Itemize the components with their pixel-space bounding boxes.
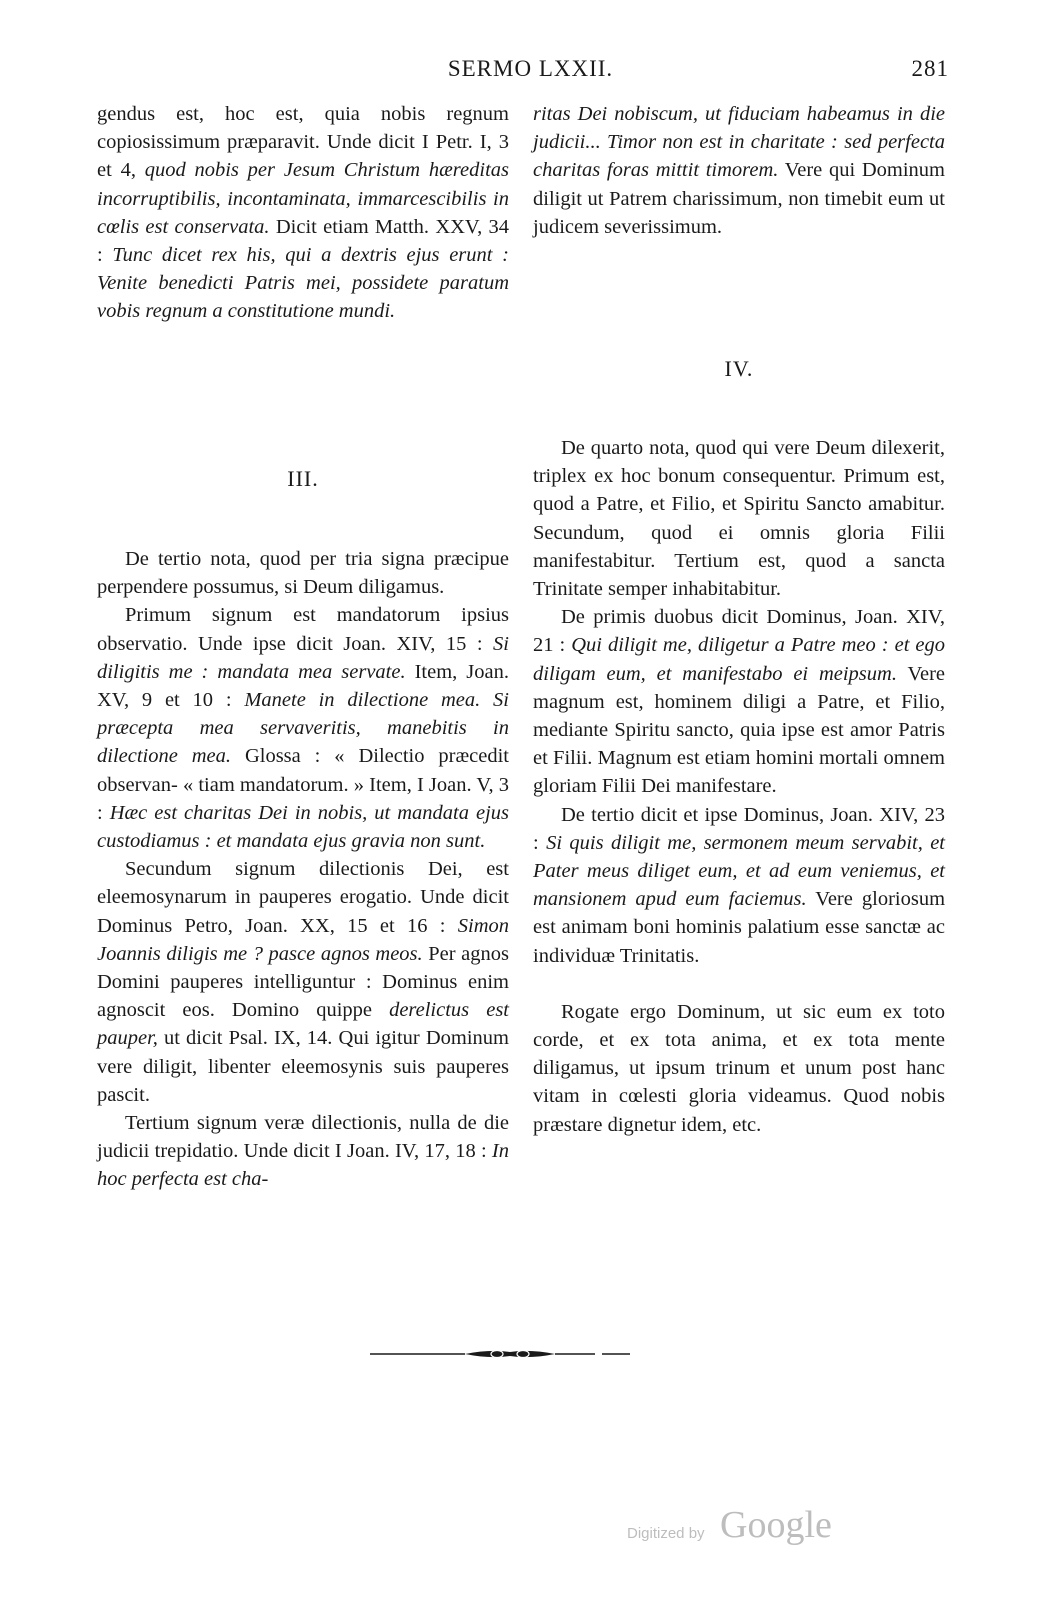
digitized-by-text: Digitized by [627, 1525, 705, 1542]
left-paragraph-5 [97, 1109, 509, 1194]
text-run: Per agnos Domini pauperes intelliguntur : Dominus enim agnoscit eos. Domino quippe [97, 942, 509, 1022]
italic-citation: Qui diligit me, diligetur a Patre meo : et ego diligam eum, et manifestabo ei meipsum. [533, 634, 945, 685]
italic-citation: Simon Joannis diligis me ? pasce agnos meos. [97, 914, 509, 965]
italic-citation: derelictus est pauper, [97, 999, 509, 1050]
right-paragraph-5 [533, 998, 945, 1139]
text-run: Item, Joan. XV, 9 et 10 : [97, 660, 509, 712]
italic-citation: quod nobis per Jesum Christum hæreditas incorruptibilis, incontaminata, immarcescibilis in cœlis est conservata. [97, 159, 509, 238]
sermon-title: SERMO LXXII. [447, 56, 614, 81]
digitized-watermark [627, 1503, 857, 1553]
section-heading-3: III. [287, 466, 319, 491]
text-run: Dicit etiam Matth. XXV, 34 : [97, 215, 509, 267]
text-run: Rogate ergo Dominum, ut sic eum ex toto corde, et ex tota anima, et ex tota mente diligamus, ut ipsum trinum et unum post hanc vitam in cœlesti gloria videamus. Quod nobis præstare dignetur idem, etc. [533, 1000, 945, 1136]
left-column [97, 100, 509, 326]
text-run: gendus est, hoc est, quia nobis regnum copiosissimum præparavit. Unde dicit I Petr. I, 3 et 4, [97, 103, 509, 182]
left-paragraph-1 [97, 100, 509, 326]
page-number: 281 [911, 56, 949, 81]
text-run: ut dicit Psal. IX, 14. Qui igitur Dominum vere diligit, libenter eleemosynis suis pauperes pascit. [97, 1027, 509, 1106]
end-ornament [370, 1347, 650, 1361]
left-paragraph-3 [97, 601, 509, 855]
text-run: De quarto nota, quod qui vere Deum dilexerit, triplex ex hoc bonum consequentur. Primum est, quod a Patre, et Filio, et Spiritu Sancto amabitur. Secundum, quod ei omnis gloria Filii manifestabitur. Tertium est, quod a sancta Trinitate semper inhabitabitur. [533, 437, 945, 601]
right-paragraph-4 [533, 801, 945, 970]
right-column [533, 100, 945, 241]
text-run: Glossa : « Dilectio præcedit observan- « tiam mandatorum. » Item, I Joan. V, 3 : [97, 745, 510, 824]
text-run: Vere qui Dominum diligit ut Patrem charissimum, non timebit eum ut judicem severissimum. [533, 159, 945, 238]
italic-citation: Manete in dilectione mea. Si præcepta mea servaveritis, manebitis in dilectione mea. [97, 689, 509, 768]
left-paragraph-2 [97, 545, 509, 601]
text-run: Vere gloriosum est animam boni hominis palatium esse sanctæ ac individuæ Trinitatis. [533, 888, 946, 967]
italic-citation: Si diligitis me : mandata mea servate. [97, 632, 509, 683]
text-run: Tertium signum veræ dilectionis, nulla de die judicii trepidatio. Unde dicit I Joan. IV, 17, 18 : [97, 1112, 509, 1163]
text-run: De tertio nota, quod per tria signa præcipue perpendere possumus, si Deum diligamus. [97, 548, 509, 599]
right-paragraph-2 [533, 434, 945, 603]
running-head [0, 54, 1061, 86]
text-run: Primum signum est mandatorum ipsius observatio. Unde ipse dicit Joan. XIV, 15 : [97, 604, 509, 655]
left-column-lower [97, 545, 509, 1194]
left-paragraph-4 [97, 855, 509, 1109]
italic-citation: In hoc perfecta est cha- [97, 1140, 509, 1191]
google-logo-text: Google [720, 1504, 832, 1546]
text-run: De tertio dicit et ipse Dominus, Joan. XIV, 23 : [533, 803, 945, 854]
italic-citation: ritas Dei nobiscum, ut fiduciam habeamus in die judicii... Timor non est in charitate : sed perfecta charitas foras mittit timorem. [533, 103, 945, 182]
text-run: De primis duobus dicit Dominus, Joan. XIV, 21 : [533, 606, 945, 657]
italic-citation: Si quis diligit me, sermonem meum servabit, et Pater meus diliget eum, et ad eum veniemus, et mansionem apud eum faciemus. [533, 831, 945, 911]
right-paragraph-3 [533, 603, 945, 800]
text-run: Secundum signum dilectionis Dei, est eleemosynarum in pauperes erogatio. Unde dicit Dominus Petro, Joan. XX, 15 et 16 : [97, 858, 509, 937]
section-heading-4: IV. [724, 356, 754, 381]
text-run: Vere magnum est, hominem diligi a Patre, et Filio, mediante Spiritu sancto, quia ipse est amor Patris et Filii. Magnum est etiam homini mortali omnem gloriam Filii Dei manifestare. [533, 662, 946, 798]
italic-citation: Tunc dicet rex his, qui a dextris ejus erunt : Venite benedicti Patris mei, possidete paratum vobis regnum a constitutione mundi. [97, 244, 509, 323]
italic-citation: Hæc est charitas Dei in nobis, ut mandata ejus custodiamus : et mandata ejus gravia non sunt. [97, 801, 510, 853]
right-column-lower [533, 434, 945, 1139]
right-paragraph-1 [533, 100, 945, 241]
